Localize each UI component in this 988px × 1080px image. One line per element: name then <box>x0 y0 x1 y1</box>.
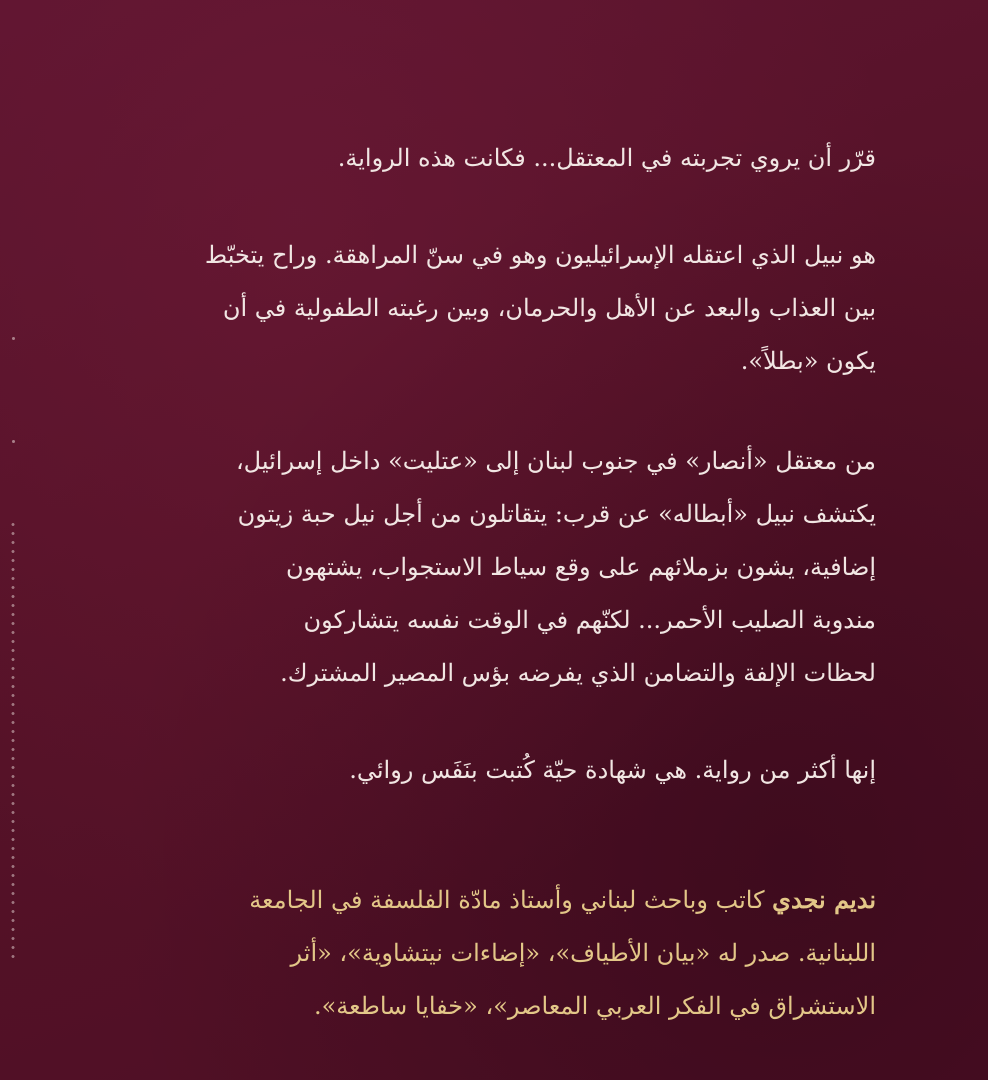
spine-mark <box>12 440 15 443</box>
story-line: هو نبيل الذي اعتقله الإسرائيليون وهو في سنّ المراهقة. وراح يتخبّط <box>204 241 876 269</box>
intro-line: قرّر أن يروي تجربته في المعتقل... فكانت هذه الرواية. <box>337 144 876 172</box>
prison-line: لحظات الإلفة والتضامن الذي يفرضه بؤس المصير المشترك. <box>280 659 876 687</box>
author-bio <box>116 873 876 1033</box>
spine-dotted-edge <box>10 520 16 960</box>
testimony-paragraph <box>116 744 876 797</box>
prison-paragraph <box>116 435 876 700</box>
spine-mark <box>12 337 15 340</box>
author-bio-line-2: اللبنانية. صدر له «بيان الأطياف»، «إضاءات نيتشاوية»، «أثر <box>290 939 876 967</box>
prison-line: يكتشف نبيل «أبطاله» عن قرب: يتقاتلون من أجل نيل حبة زيتون <box>237 500 876 528</box>
author-bio-line-3: الاستشراق في الفكر العربي المعاصر»، «خفايا ساطعة». <box>313 992 876 1020</box>
prison-line: مندوبة الصليب الأحمر... لكنّهم في الوقت نفسه يتشاركون <box>303 606 876 634</box>
intro-paragraph <box>116 132 876 185</box>
story-line: يكون «بطلاً». <box>740 347 876 375</box>
author-bio-line-1: كاتب وباحث لبناني وأستاذ مادّة الفلسفة في الجامعة <box>249 886 773 914</box>
prison-line: من معتقل «أنصار» في جنوب لبنان إلى «عتليت» داخل إسرائيل، <box>235 447 876 475</box>
testimony-line: إنها أكثر من رواية. هي شهادة حيّة كُتبت بنَفَس روائي. <box>349 756 876 784</box>
author-name: نديم نجدي <box>772 885 876 914</box>
story-line: بين العذاب والبعد عن الأهل والحرمان، وبين رغبته الطفولية في أن <box>222 294 876 322</box>
story-paragraph <box>116 229 876 388</box>
prison-line: إضافية، يشون بزملائهم على وقع سياط الاستجواب، يشتهون <box>285 553 876 581</box>
author-bio-line <box>116 873 876 927</box>
